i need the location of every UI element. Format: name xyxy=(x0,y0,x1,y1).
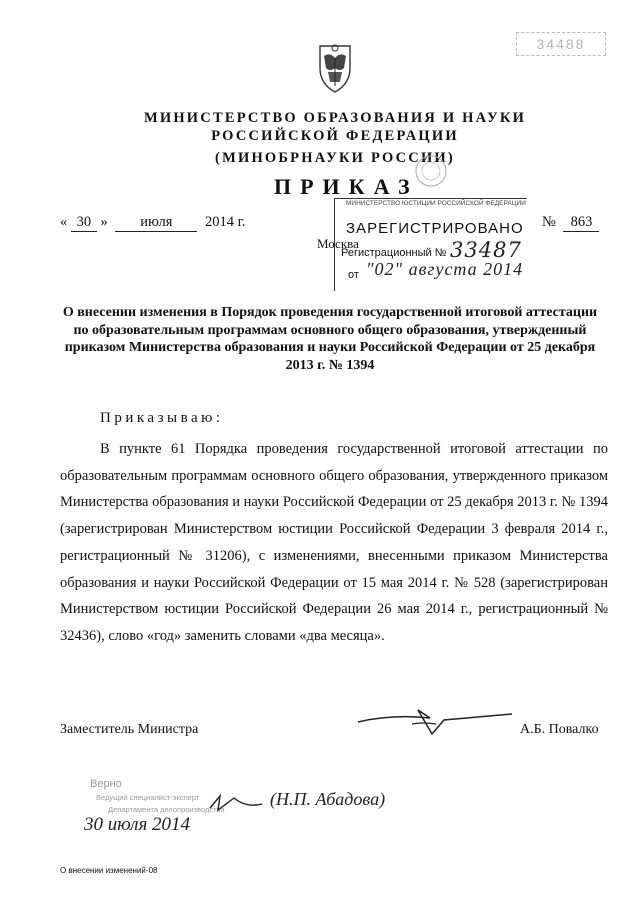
order-date xyxy=(60,214,246,232)
date-open-quote: « xyxy=(60,214,68,230)
city: Москва xyxy=(317,236,359,251)
registration-date-label: от xyxy=(348,269,359,281)
copy-certification-name: (Н.П. Абадова) xyxy=(270,789,386,809)
copy-certification-verified: Верно xyxy=(90,778,122,790)
registration-stamp-header: МИНИСТЕРСТВО ЮСТИЦИИ РОССИЙСКОЙ ФЕДЕРАЦИИ xyxy=(346,200,526,207)
corner-registration-stamp: 34488 xyxy=(516,32,606,56)
order-directive: Приказываю: xyxy=(100,410,224,426)
stamp-seal-icon xyxy=(414,154,448,188)
date-close-quote: » xyxy=(100,214,108,230)
order-number-value: 863 xyxy=(563,214,599,232)
copy-certification-department: Департамента делопроизводства xyxy=(108,805,225,814)
order-title: ПРИКАЗ xyxy=(274,174,419,199)
copy-certification-signature xyxy=(206,790,266,816)
ministry-name-line2: РОССИЙСКОЙ ФЕДЕРАЦИИ xyxy=(211,128,459,144)
order-number xyxy=(542,214,599,232)
ministry-name-line1: МИНИСТЕРСТВО ОБРАЗОВАНИЯ И НАУКИ xyxy=(143,110,527,126)
state-emblem-icon xyxy=(310,38,360,94)
ministry-short-name: (МИНОБРНАУКИ РОССИИ) xyxy=(215,150,455,166)
order-number-label: № xyxy=(542,214,556,230)
order-body-paragraph: В пункте 61 Порядка проведения государственной итоговой аттестации по образовательным программам основного общего образования, утвержденного приказом Министерства образования и науки Российской Федерации от 25 декабря 2013 г. № 1394 (зарегистрирован Министерством юстиции Российской Федерации 3 февраля 2014 г., регистрационный № 31206), с изменениями, внесенными приказом Министерства образования и науки Российской Федерации от 15 мая 2014 г. № 528 (зарегистрирован Министерством юстиции Российской Федерации 26 мая 2014 г., регистрационный № 32436), слово «год» заменить словами «два месяца». xyxy=(60,441,608,644)
order-heading: О внесении изменения в Порядок проведения государственной итоговой аттестации по образовательным программам основного общего образования, утвержденный приказом Министерства образования и науки Российской Федерации от 25 декабря 2013 г. № 1394 xyxy=(62,305,598,373)
signatory-position: Заместитель Министра xyxy=(60,722,199,737)
handwritten-signature xyxy=(352,700,522,740)
registration-date-value: "02" августа 2014 xyxy=(366,259,524,279)
date-month: июля xyxy=(115,214,197,232)
date-year: 2014 г. xyxy=(205,214,246,230)
signatory-name: А.Б. Повалко xyxy=(520,722,599,737)
copy-certification-position: Ведущий специалист-эксперт xyxy=(96,793,200,802)
copy-certification-date: 30 июля 2014 xyxy=(84,814,191,835)
date-day: 30 xyxy=(71,214,97,232)
registration-number-value: 33487 xyxy=(450,238,522,262)
document-footer: О внесении изменений-08 xyxy=(60,866,158,875)
registration-stamp-title: ЗАРЕГИСТРИРОВАНО xyxy=(346,220,524,237)
registration-number-label: Регистрационный № xyxy=(341,247,447,259)
